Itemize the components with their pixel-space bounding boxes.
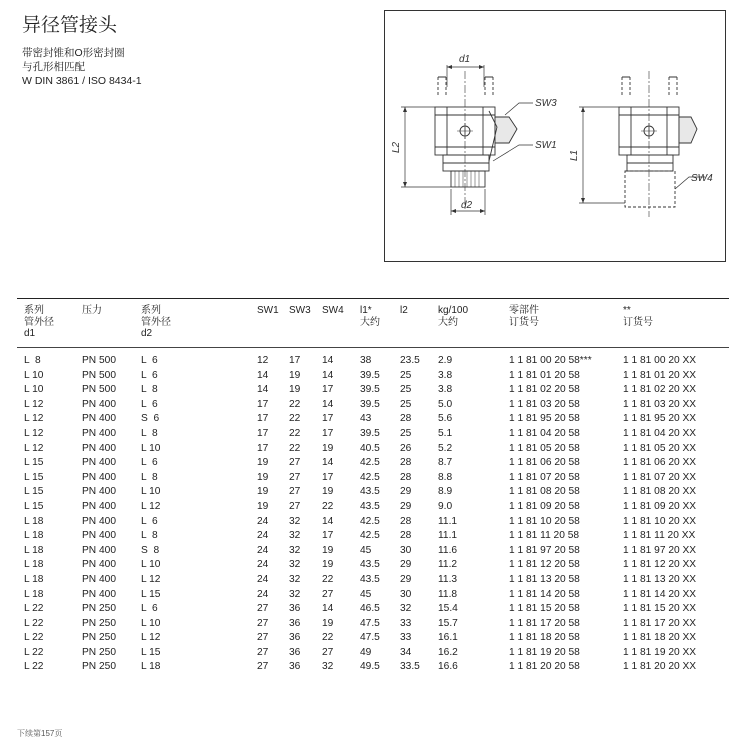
table-cell: PN 400: [82, 471, 116, 483]
label-sw4: SW4: [691, 173, 713, 184]
table-cell: 1 1 81 18 20 XX: [623, 632, 697, 644]
table-cell: 1 1 81 02 20 58: [509, 384, 580, 396]
table-cell: PN 400: [82, 530, 116, 542]
table-cell: PN 500: [82, 355, 116, 366]
table-cell: 1 1 81 97 20 58: [509, 544, 580, 556]
table-cell: L 6: [141, 355, 158, 366]
table-cell: 43.5: [360, 559, 380, 571]
table-cell: PN 250: [82, 617, 116, 629]
table-cell: 1 1 81 04 20 58: [509, 427, 580, 439]
table-cell: L 6: [141, 398, 158, 410]
table-cell: 17: [322, 384, 334, 396]
table-cell: 32: [289, 530, 301, 542]
table-row: [17, 544, 729, 559]
table-cell: 38: [360, 355, 372, 366]
table-row: [17, 398, 729, 413]
table-cell: 17: [322, 427, 334, 439]
table-cell: 5.2: [438, 442, 453, 454]
table-cell: 16.1: [438, 632, 458, 644]
table-cell: L 18: [24, 530, 44, 542]
table-cell: 15.7: [438, 617, 458, 629]
table-cell: 11.3: [438, 573, 458, 585]
table-cell: 1 1 81 12 20 58: [509, 559, 580, 571]
table-row: [17, 588, 729, 603]
table-cell: PN 400: [82, 544, 116, 556]
table-row: [17, 354, 729, 369]
table-cell: L 18: [141, 661, 161, 673]
table-cell: PN 250: [82, 632, 116, 644]
table-cell: 1 1 81 09 20 XX: [623, 500, 697, 512]
table-cell: 14: [322, 369, 334, 381]
table-cell: PN 400: [82, 515, 116, 527]
table-cell: 34: [400, 646, 412, 658]
header-weight: kg/100 大约: [438, 305, 469, 328]
table-row: [17, 660, 729, 675]
table-cell: 1 1 81 02 20 XX: [623, 384, 697, 396]
table-cell: PN 400: [82, 573, 116, 585]
table-cell: L 15: [141, 646, 161, 658]
table-cell: L 8: [24, 355, 41, 366]
table-cell: 1 1 81 10 20 58: [509, 515, 580, 527]
table-cell: L 22: [24, 603, 44, 615]
table-cell: 19: [257, 471, 269, 483]
table-cell: 49: [360, 646, 372, 658]
header-sw4: SW4: [322, 305, 344, 316]
table-cell: 1 1 81 00 20 58***: [509, 355, 592, 366]
table-row: [17, 631, 729, 646]
label-sw1: SW1: [535, 140, 557, 151]
table-cell: 1 1 81 15 20 58: [509, 603, 580, 615]
table-cell: 16.6: [438, 661, 458, 673]
label-sw3: SW3: [535, 98, 557, 109]
table-cell: L 12: [24, 427, 44, 439]
table-cell: L 15: [24, 486, 44, 498]
table-cell: 22: [289, 427, 301, 439]
table-cell: 27: [289, 471, 301, 483]
table-cell: 28: [400, 471, 412, 483]
table-cell: 11.8: [438, 588, 458, 600]
table-row: [17, 602, 729, 617]
table-cell: 23.5: [400, 355, 420, 366]
table-cell: 9.0: [438, 500, 453, 512]
table-cell: L 18: [24, 573, 44, 585]
table-cell: 19: [322, 544, 334, 556]
table-cell: L 10: [141, 442, 161, 454]
table-cell: 1 1 81 97 20 XX: [623, 544, 697, 556]
header-order-number: ** 订货号: [623, 305, 653, 328]
table-cell: 39.5: [360, 427, 380, 439]
table-body: [17, 354, 729, 675]
table-cell: 36: [289, 646, 301, 658]
table-cell: 14: [257, 369, 269, 381]
table-cell: 3.8: [438, 384, 453, 396]
table-header: [17, 299, 729, 348]
table-cell: 19: [322, 559, 334, 571]
header-part-number: 零部件 订货号: [509, 305, 539, 328]
table-cell: 25: [400, 398, 412, 410]
header-series-d2: 系列 管外径 d2: [141, 305, 171, 339]
table-cell: 1 1 81 08 20 XX: [623, 486, 697, 498]
table-cell: 27: [257, 632, 269, 644]
table-cell: 19: [257, 500, 269, 512]
table-cell: PN 250: [82, 646, 116, 658]
table-cell: 17: [322, 413, 334, 425]
description-line: 与孔形相匹配: [22, 61, 85, 73]
table-cell: L 12: [24, 398, 44, 410]
table-cell: 27: [322, 646, 334, 658]
table-cell: L 18: [24, 588, 44, 600]
table-cell: 1 1 81 09 20 58: [509, 500, 580, 512]
table-cell: PN 400: [82, 500, 116, 512]
table-cell: 1 1 81 01 20 58: [509, 369, 580, 381]
table-cell: 14: [322, 457, 334, 469]
table-cell: 24: [257, 515, 269, 527]
table-cell: 32: [289, 515, 301, 527]
table-cell: 22: [289, 398, 301, 410]
table-cell: 32: [289, 588, 301, 600]
table-cell: 22: [289, 413, 301, 425]
table-cell: 29: [400, 486, 412, 498]
table-cell: 19: [322, 486, 334, 498]
header-l2: l2: [400, 305, 408, 316]
table-cell: 36: [289, 632, 301, 644]
table-row: [17, 500, 729, 515]
table-cell: 27: [257, 617, 269, 629]
table-cell: 25: [400, 427, 412, 439]
table-cell: 1 1 81 20 20 XX: [623, 661, 697, 673]
table-cell: 1 1 81 11 20 58: [509, 530, 580, 542]
table-row: [17, 471, 729, 486]
table-cell: 14: [322, 603, 334, 615]
label-d2: d2: [461, 200, 473, 211]
table-cell: L 22: [24, 646, 44, 658]
label-d1: d1: [459, 54, 471, 65]
table-cell: L 10: [24, 369, 44, 381]
table-cell: 47.5: [360, 632, 380, 644]
table-cell: 22: [289, 442, 301, 454]
table-cell: 1 1 81 19 20 58: [509, 646, 580, 658]
table-cell: PN 400: [82, 486, 116, 498]
table-cell: 27: [289, 486, 301, 498]
table-cell: L 18: [24, 515, 44, 527]
table-row: [17, 442, 729, 457]
table-cell: 5.0: [438, 398, 453, 410]
table-cell: 27: [289, 500, 301, 512]
table-cell: 29: [400, 573, 412, 585]
table-row: [17, 573, 729, 588]
table-cell: 33: [400, 632, 412, 644]
table-cell: PN 400: [82, 413, 116, 425]
table-cell: 8.7: [438, 457, 453, 469]
table-cell: 32: [289, 573, 301, 585]
table-row: [17, 515, 729, 530]
table-cell: 1 1 81 17 20 XX: [623, 617, 697, 629]
table-cell: 17: [322, 530, 334, 542]
table-cell: L 6: [141, 603, 158, 615]
table-cell: 17: [257, 413, 269, 425]
table-cell: 1 1 81 03 20 XX: [623, 398, 697, 410]
table-cell: L 6: [141, 515, 158, 527]
table-row: [17, 558, 729, 573]
table-cell: 27: [322, 588, 334, 600]
header-l1: l1* 大约: [360, 305, 380, 328]
table-row: [17, 617, 729, 632]
table-cell: 19: [289, 369, 301, 381]
description-line: W DIN 3861 / ISO 8434-1: [22, 75, 142, 87]
table-cell: PN 400: [82, 442, 116, 454]
table-cell: PN 400: [82, 427, 116, 439]
table-cell: 1 1 81 20 20 58: [509, 661, 580, 673]
table-cell: 1 1 81 95 20 XX: [623, 413, 697, 425]
table-cell: 1 1 81 18 20 58: [509, 632, 580, 644]
table-cell: 5.1: [438, 427, 453, 439]
table-cell: L 12: [24, 413, 44, 425]
table-cell: 5.6: [438, 413, 453, 425]
table-cell: 39.5: [360, 398, 380, 410]
table-cell: 27: [257, 661, 269, 673]
table-cell: L 15: [141, 588, 161, 600]
table-cell: 33: [400, 617, 412, 629]
table-cell: 32: [400, 603, 412, 615]
table-cell: 43.5: [360, 573, 380, 585]
label-l2: L2: [391, 141, 402, 153]
table-cell: 1 1 81 95 20 58: [509, 413, 580, 425]
table-cell: L 8: [141, 471, 158, 483]
table-cell: PN 500: [82, 369, 116, 381]
table-cell: 32: [289, 544, 301, 556]
table-cell: 1 1 81 07 20 XX: [623, 471, 697, 483]
table-cell: 1 1 81 13 20 XX: [623, 573, 697, 585]
table-cell: 1 1 81 04 20 XX: [623, 427, 697, 439]
table-cell: 1 1 81 03 20 58: [509, 398, 580, 410]
table-cell: 2.9: [438, 355, 453, 366]
table-cell: 1 1 81 06 20 XX: [623, 457, 697, 469]
header-sw1: SW1: [257, 305, 279, 316]
table-cell: 28: [400, 457, 412, 469]
table-cell: 49.5: [360, 661, 380, 673]
table-cell: L 15: [24, 457, 44, 469]
table-cell: L 18: [24, 559, 44, 571]
table-cell: L 18: [24, 544, 44, 556]
table-cell: 14: [322, 355, 334, 366]
table-cell: 14: [322, 515, 334, 527]
dimension-table: [17, 298, 729, 675]
table-cell: 43.5: [360, 500, 380, 512]
table-cell: 1 1 81 06 20 58: [509, 457, 580, 469]
table-cell: 24: [257, 530, 269, 542]
table-cell: 29: [400, 500, 412, 512]
header-sw3: SW3: [289, 305, 311, 316]
table-cell: 3.8: [438, 369, 453, 381]
table-cell: 1 1 81 05 20 XX: [623, 442, 697, 454]
table-cell: 46.5: [360, 603, 380, 615]
table-cell: L 22: [24, 661, 44, 673]
table-cell: 19: [322, 617, 334, 629]
table-cell: L 15: [24, 471, 44, 483]
product-description: [22, 46, 142, 88]
table-cell: 1 1 81 12 20 XX: [623, 559, 697, 571]
table-cell: 39.5: [360, 369, 380, 381]
table-cell: 40.5: [360, 442, 380, 454]
table-cell: 1 1 81 08 20 58: [509, 486, 580, 498]
table-cell: 8.8: [438, 471, 453, 483]
table-cell: PN 400: [82, 398, 116, 410]
table-cell: 17: [257, 427, 269, 439]
table-cell: L 22: [24, 632, 44, 644]
fitting-drawing-svg: [385, 11, 725, 261]
table-cell: 36: [289, 661, 301, 673]
table-cell: L 10: [24, 384, 44, 396]
table-cell: 25: [400, 384, 412, 396]
table-row: [17, 646, 729, 661]
table-cell: 1 1 81 07 20 58: [509, 471, 580, 483]
table-cell: 28: [400, 515, 412, 527]
table-cell: 14: [322, 398, 334, 410]
table-cell: L 8: [141, 384, 158, 396]
table-cell: 11.2: [438, 559, 458, 571]
table-cell: S 8: [141, 544, 160, 556]
table-cell: L 12: [141, 632, 161, 644]
label-l1: L1: [569, 149, 580, 161]
table-cell: L 12: [24, 442, 44, 454]
table-cell: 16.2: [438, 646, 458, 658]
table-cell: PN 500: [82, 384, 116, 396]
table-cell: 47.5: [360, 617, 380, 629]
table-cell: 25: [400, 369, 412, 381]
table-cell: 42.5: [360, 515, 380, 527]
table-cell: L 12: [141, 573, 161, 585]
table-cell: 24: [257, 544, 269, 556]
table-row: [17, 456, 729, 471]
table-cell: 14: [257, 384, 269, 396]
header-pressure: 压力: [82, 305, 102, 316]
table-cell: 1 1 81 14 20 XX: [623, 588, 697, 600]
table-cell: 27: [257, 603, 269, 615]
table-cell: 1 1 81 13 20 58: [509, 573, 580, 585]
footnote: 下续第157页: [17, 729, 63, 737]
table-cell: 22: [322, 573, 334, 585]
table-cell: 28: [400, 413, 412, 425]
table-cell: L 22: [24, 617, 44, 629]
table-cell: 1 1 81 00 20 XX: [623, 355, 697, 366]
table-cell: 1 1 81 10 20 XX: [623, 515, 697, 527]
table-cell: L 8: [141, 427, 158, 439]
table-cell: 26: [400, 442, 412, 454]
table-cell: 36: [289, 603, 301, 615]
table-row: [17, 369, 729, 384]
table-cell: 1 1 81 14 20 58: [509, 588, 580, 600]
table-cell: 1 1 81 11 20 XX: [623, 530, 696, 542]
table-row: [17, 529, 729, 544]
table-cell: L 10: [141, 617, 161, 629]
table-cell: 8.9: [438, 486, 453, 498]
table-cell: 43.5: [360, 486, 380, 498]
table-cell: 1 1 81 17 20 58: [509, 617, 580, 629]
table-cell: 36: [289, 617, 301, 629]
technical-drawing: [384, 10, 726, 262]
table-row: [17, 427, 729, 442]
table-cell: 30: [400, 544, 412, 556]
table-cell: 17: [322, 471, 334, 483]
table-cell: 19: [322, 442, 334, 454]
table-cell: 22: [322, 632, 334, 644]
table-cell: 42.5: [360, 457, 380, 469]
table-cell: S 6: [141, 413, 160, 425]
table-cell: L 12: [141, 500, 161, 512]
table-cell: L 10: [141, 486, 161, 498]
table-cell: 43: [360, 413, 372, 425]
table-cell: 17: [257, 442, 269, 454]
table-cell: PN 400: [82, 588, 116, 600]
table-cell: 17: [257, 398, 269, 410]
table-cell: PN 400: [82, 559, 116, 571]
table-cell: 42.5: [360, 471, 380, 483]
table-cell: 22: [322, 500, 334, 512]
table-cell: 24: [257, 559, 269, 571]
table-cell: 17: [289, 355, 301, 366]
table-cell: 27: [289, 457, 301, 469]
table-cell: 1 1 81 05 20 58: [509, 442, 580, 454]
description-line: 带密封锥和O形密封圈: [22, 47, 125, 59]
table-cell: 19: [257, 457, 269, 469]
table-cell: PN 400: [82, 457, 116, 469]
table-cell: 30: [400, 588, 412, 600]
table-cell: L 15: [24, 500, 44, 512]
table-cell: 1 1 81 01 20 XX: [623, 369, 697, 381]
table-cell: 24: [257, 573, 269, 585]
header-series-d1: 系列 管外径 d1: [24, 305, 54, 339]
table-cell: 45: [360, 544, 372, 556]
table-row: [17, 412, 729, 427]
table-cell: 27: [257, 646, 269, 658]
table-cell: 11.6: [438, 544, 458, 556]
table-cell: 28: [400, 530, 412, 542]
table-cell: 19: [257, 486, 269, 498]
table-cell: L 8: [141, 530, 158, 542]
table-row: [17, 485, 729, 500]
table-cell: 42.5: [360, 530, 380, 542]
table-cell: 11.1: [438, 515, 458, 527]
table-cell: 15.4: [438, 603, 458, 615]
table-cell: 39.5: [360, 384, 380, 396]
table-cell: 45: [360, 588, 372, 600]
table-cell: 12: [257, 355, 269, 366]
table-cell: 29: [400, 559, 412, 571]
table-cell: 19: [289, 384, 301, 396]
table-cell: 32: [322, 661, 334, 673]
table-cell: PN 250: [82, 661, 116, 673]
table-cell: 24: [257, 588, 269, 600]
page-title: 异径管接头: [22, 15, 118, 36]
table-cell: L 6: [141, 457, 158, 469]
table-cell: PN 250: [82, 603, 116, 615]
table-row: [17, 383, 729, 398]
table-cell: L 10: [141, 559, 161, 571]
table-cell: 11.1: [438, 530, 458, 542]
table-cell: L 6: [141, 369, 158, 381]
table-cell: 33.5: [400, 661, 420, 673]
table-cell: 32: [289, 559, 301, 571]
table-cell: 1 1 81 19 20 XX: [623, 646, 697, 658]
table-cell: 1 1 81 15 20 XX: [623, 603, 697, 615]
